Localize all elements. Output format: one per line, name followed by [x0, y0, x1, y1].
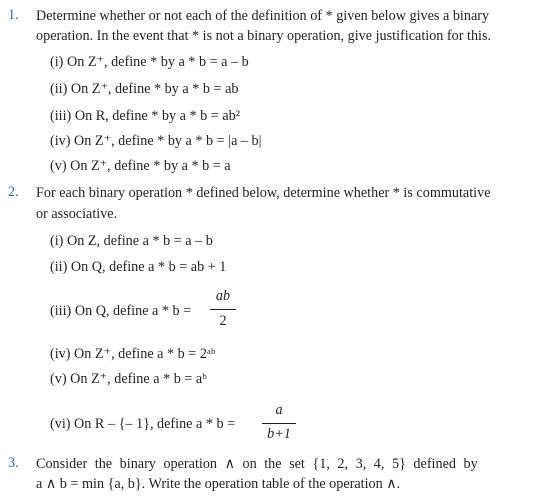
- q2-item-1-text: On Z, define a * b = a – b: [66, 233, 213, 249]
- q2-item-1: [50, 232, 213, 250]
- q1-item-1-label: (i): [50, 54, 64, 70]
- q2-item-5-label: (v): [50, 371, 67, 387]
- q2-item-4: [50, 345, 215, 363]
- q2-item-4-text: On Z⁺, define a * b = 2ᵃᵇ: [74, 346, 216, 362]
- q2-item-2-text: On Q, define a * b = ab + 1: [70, 259, 227, 275]
- q1-item-5-label: (v): [50, 158, 67, 174]
- question-2-line-1: For each binary operation * defined below, determine whether * is commutative: [36, 185, 491, 201]
- q1-item-2: [50, 80, 238, 98]
- q2-item-5-text: On Z⁺, define a * b = aᵇ: [70, 371, 207, 387]
- q1-item-1: [50, 53, 249, 71]
- q2-item-5: [50, 370, 207, 388]
- q2-item-1-label: (i): [50, 233, 64, 249]
- question-3-line-1: Consider the binary operation ∧ on the set {1, 2, 3, 4, 5} defined by: [36, 456, 478, 472]
- q2-item-6-label: (vi): [50, 416, 71, 432]
- q1-item-4-label: (iv): [50, 133, 71, 149]
- q2-item-2-label: (ii): [50, 259, 68, 275]
- q2-item-3-numerator: ab: [215, 288, 231, 304]
- q2-item-3-text: On Q, define a * b =: [74, 303, 192, 319]
- q1-item-4: [50, 132, 261, 150]
- q2-item-2: [50, 258, 226, 276]
- question-3-line-2: a ∧ b = min {a, b}. Write the operation table of the operation ∧.: [36, 476, 401, 492]
- question-1-number: 1.: [8, 7, 19, 23]
- q2-item-6-text: On R – {– 1}, define a * b =: [74, 416, 236, 432]
- q2-item-3-denominator: 2: [219, 313, 227, 329]
- q1-item-3-text: On R, define * by a * b = ab²: [74, 108, 240, 124]
- q2-item-3-fraction-bar: [210, 309, 236, 310]
- question-2-line-2: or associative.: [36, 206, 118, 222]
- q2-item-6-numerator: a: [275, 402, 283, 418]
- q1-item-1-text: On Z⁺, define * by a * b = a – b: [66, 54, 249, 70]
- question-1-line-1: Determine whether or not each of the definition of * given below gives a binary: [36, 8, 490, 24]
- q1-item-5: [50, 157, 231, 175]
- q1-item-4-text: On Z⁺, define * by a * b = |a – b|: [74, 133, 262, 149]
- q2-item-6-fraction-bar: [262, 423, 296, 424]
- q2-item-3: [50, 302, 191, 320]
- q1-item-2-label: (ii): [50, 81, 68, 97]
- q1-item-5-text: On Z⁺, define * by a * b = a: [70, 158, 231, 174]
- question-1-line-2: operation. In the event that * is not a binary operation, give justification for this.: [36, 28, 492, 44]
- q1-item-3: [50, 107, 240, 125]
- q1-item-3-label: (iii): [50, 108, 72, 124]
- q2-item-6-denominator: b+1: [267, 426, 291, 442]
- question-2-number: 2.: [8, 184, 19, 200]
- q2-item-4-label: (iv): [50, 346, 71, 362]
- q2-item-3-label: (iii): [50, 303, 72, 319]
- q1-item-2-text: On Z⁺, define * by a * b = ab: [70, 81, 239, 97]
- q2-item-6: [50, 415, 235, 433]
- question-3-number: 3.: [8, 455, 19, 471]
